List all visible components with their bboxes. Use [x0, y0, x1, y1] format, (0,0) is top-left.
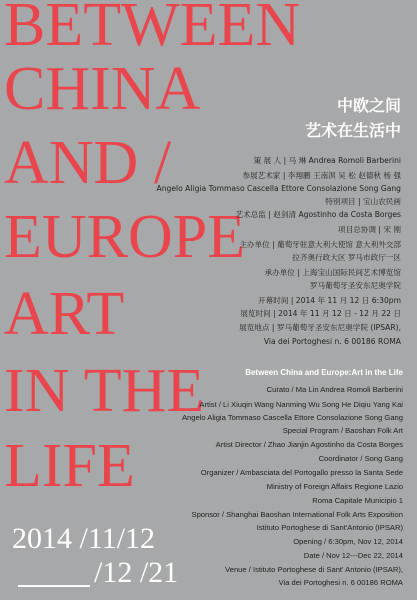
en-credit-line: Coordinator / Song Gang [318, 454, 403, 463]
zh-credit-line: 艺术总监 | 赵剑清 Agostinho da Costa Borges [235, 210, 401, 219]
zh-credit-line: 罗马葡萄牙圣安东尼奥学院 [309, 281, 401, 290]
en-credit-line: Istituto Portoghese di Sant'Antonio (IPSAR) [256, 523, 403, 532]
zh-credit-line: 开幕时间 | 2014 年 11 月 12 日 6:30pm [258, 296, 401, 305]
en-credit-line: Opening / 6:30pm, Nov 12, 2014 [293, 537, 403, 546]
en-credit-line: Artist / Li Xiuqin Wang Nanming Wu Song He Diqiu Yang Kai [199, 400, 403, 409]
zh-credit-line: 策 展 人 | 马 琳 Andrea Romoli Barberini [253, 156, 401, 165]
zh-credit-line: 参展艺术家 | 李翔鹏 王南溟 吴 松 赵德秋 杨 强 [242, 171, 401, 180]
zh-credit-line: 主办单位 | 葡萄牙驻意大利大使馆 意大利外交部 [239, 240, 401, 249]
big-title-line: CHINA [4, 55, 201, 123]
big-title-line: ART [4, 280, 125, 348]
zh-credit-line: 特别项目 | 宝山农民画 [325, 197, 401, 206]
en-credit-line: Angelo Aligia Tommaso Cascella Ettore Consolazione Song Gang [181, 413, 403, 422]
en-credit-line: Special Program / Baoshan Folk Art [282, 426, 403, 435]
big-title-line: AND / [4, 129, 172, 197]
en-credit-line: Curato / Ma Lin Andrea Romoli Barberini [266, 385, 403, 394]
en-credit-line: Venue / Istituto Portoghese di Sant' Antonio (IPSAR), [225, 565, 403, 574]
english-heading: Between China and Europe:Art in the Life [245, 368, 403, 377]
big-title-line: BETWEEN [4, 0, 301, 59]
date-divider [18, 585, 90, 587]
zh-credit-line: Via dei Portoghesi n. 6 00186 ROMA [263, 337, 401, 346]
en-credit-line: Ministry of Foreign Affairs Regione Lazio [266, 482, 403, 491]
en-credit-line: Organizer / Ambasciata del Portogallo presso la Santa Sede [200, 468, 403, 477]
en-credit-line: Roma Capitale Municipio 1 [312, 496, 403, 505]
big-title-line: LIFE [4, 432, 135, 500]
zh-credit-line: Angelo Aligia Tommaso Cascella Ettore Consolazione Song Gang [156, 184, 401, 193]
zh-credit-line: 承办单位 | 上海宝山国际民间艺术博览馆 [264, 268, 401, 277]
zh-credit-line: 拉齐奥行政大区 罗马市政厅一区 [292, 253, 401, 262]
en-credit-line: Artist Director / Zhao Jianjin Agostinho da Costa Borges [215, 440, 403, 449]
exhibition-date-end: /12 /21 [94, 556, 179, 589]
big-title-line: IN THE [4, 357, 205, 425]
big-title-line: EUROPE [4, 203, 246, 271]
chinese-subtitle: 艺术在生活中 [304, 121, 401, 140]
en-credit-line: Via dei Portoghesi n. 6 00186 ROMA [278, 578, 403, 587]
zh-credit-line: 展览时间 | 2014 年 11 月 12 日 - 12 月 22 日 [240, 309, 401, 318]
en-credit-line: Date / Nov 12---Dec 22, 2014 [303, 551, 403, 560]
chinese-title: 中欧之间 [336, 96, 401, 115]
en-credit-line: Sponsor / Shanghai Baoshan International Folk Arts Exposition [191, 510, 403, 519]
exhibition-date-start: 2014 /11/12 [12, 522, 156, 555]
zh-credit-line: 展览地点 | 罗马葡萄牙圣安东尼奥学院 (IPSAR), [239, 323, 401, 332]
zh-credit-line: 项目总协调 | 宋 刚 [338, 225, 401, 234]
